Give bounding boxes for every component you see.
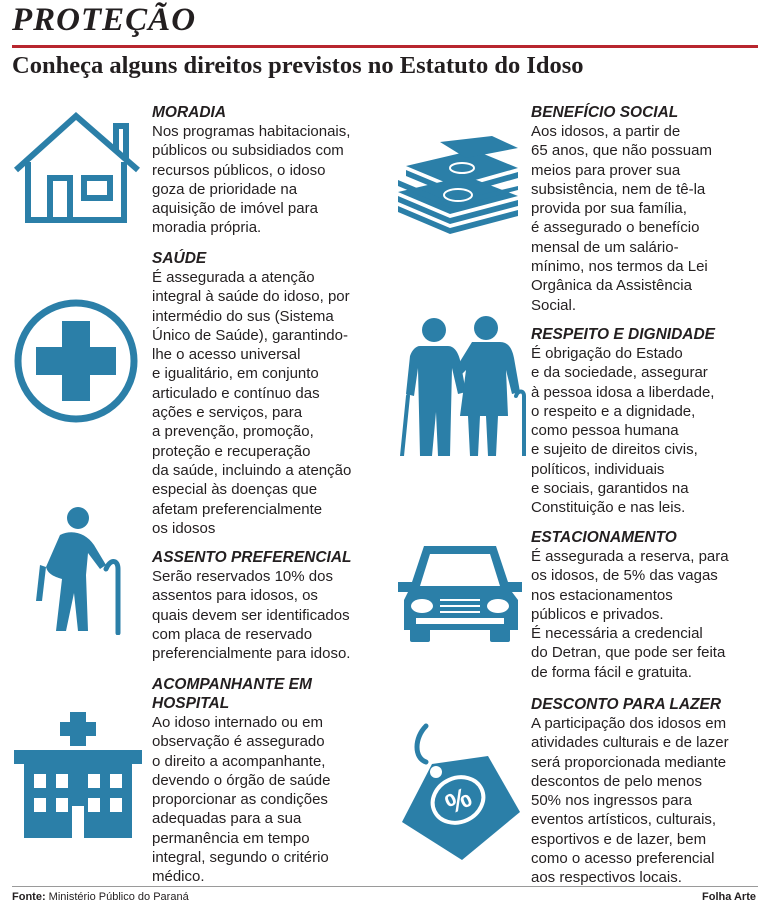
- item-text: É assegurada a reserva, para os idosos, de 5% das vagas nos estacionamentos públicos e privados. É necessária a credencial do Detran, que pode ser feita de forma fácil e gratuita.: [531, 548, 729, 681]
- item-desconto-lazer: [531, 695, 729, 888]
- item-beneficio-social: [531, 103, 712, 315]
- item-saude: [152, 249, 351, 538]
- footer-source-text: Ministério Público do Paraná: [45, 891, 189, 903]
- medical-cross-icon: [12, 297, 140, 425]
- item-text: A participação dos idosos em atividades culturais e de lazer será proporcionada mediante descontos de pelo menos 50% nos ingressos para eventos artísticos, culturais, esportivos e de lazer, bem como o acesso preferencial aos respectivos locais.: [531, 715, 729, 887]
- item-title: BENEFÍCIO SOCIAL: [531, 104, 679, 121]
- item-text: Nos programas habitacionais, públicos ou subsidiados com recursos públicos, o idoso goza de prioridade na aquisição de imóvel para moradia própria.: [152, 123, 351, 237]
- item-title: ESTACIONAMENTO: [531, 529, 677, 546]
- discount-tag-icon: [396, 722, 522, 862]
- title-divider: [12, 45, 758, 48]
- item-title: DESCONTO PARA LAZER: [531, 696, 722, 713]
- item-respeito-dignidade: [531, 325, 715, 518]
- item-title: MORADIA: [152, 104, 227, 121]
- page-subtitle: Conheça alguns direitos previstos no Estatuto do Idoso: [12, 52, 584, 79]
- elderly-person-icon: [26, 505, 126, 635]
- item-text: Aos idosos, a partir de 65 anos, que não possuam meios para prover sua subsistência, nem de tê-la provida por sua família, é assegurado o benefício mensal de um salário- mínimo, nos termos da Lei Orgânica da Assistência Social.: [531, 123, 712, 314]
- item-text: Ao idoso internado ou em observação é assegurado o direito a acompanhante, devendo o órgão de saúde proporcionar as condições adequadas para a sua permanência em tempo integral, segundo o critério médico.: [152, 714, 331, 886]
- footer-source-label: Fonte:: [12, 891, 46, 903]
- footer-divider: [12, 886, 758, 887]
- item-acompanhante: [152, 675, 330, 887]
- elderly-couple-icon: [400, 316, 526, 456]
- tag-percent-symbol: %: [440, 781, 477, 820]
- footer-source: [12, 891, 189, 903]
- footer-credit: Folha Arte: [702, 891, 756, 903]
- item-text: É obrigação do Estado e da sociedade, assegurar à pessoa idosa a liberdade, o respeito e a dignidade, como pessoa humana e sujeito de direitos civis, políticos, individuais e sociais, garantidos na Constituição e nas leis.: [531, 345, 715, 517]
- item-title: ACOMPANHANTE EM HOSPITAL: [152, 676, 312, 712]
- hospital-icon: [14, 710, 142, 838]
- page-title: PROTEÇÃO: [12, 2, 197, 38]
- item-text: É assegurada a atenção integral à saúde do idoso, por intermédio do sus (Sistema Único de Saúde), garantindo- lhe o acesso universal e igualitário, em conjunto articulado e contínuo das ações e serviços, para a prevenção, promoção, proteção e recuperação da saúde, incluindo a atenção especial às doenças que afetam preferencialmente os idosos: [152, 269, 352, 537]
- item-title: RESPEITO E DIGNIDADE: [531, 326, 716, 343]
- car-icon: [396, 538, 524, 644]
- item-title: SAÚDE: [152, 250, 207, 267]
- item-text: Serão reservados 10% dos assentos para idosos, os quais devem ser identificados com placa de reservado preferencialmente para idoso.: [152, 568, 351, 663]
- item-assento-preferencial: [152, 548, 352, 663]
- item-estacionamento: [531, 528, 729, 682]
- money-stack-icon: [396, 136, 522, 236]
- item-title: ASSENTO PREFERENCIAL: [152, 549, 352, 566]
- item-moradia: [152, 103, 350, 238]
- house-icon: [12, 108, 144, 226]
